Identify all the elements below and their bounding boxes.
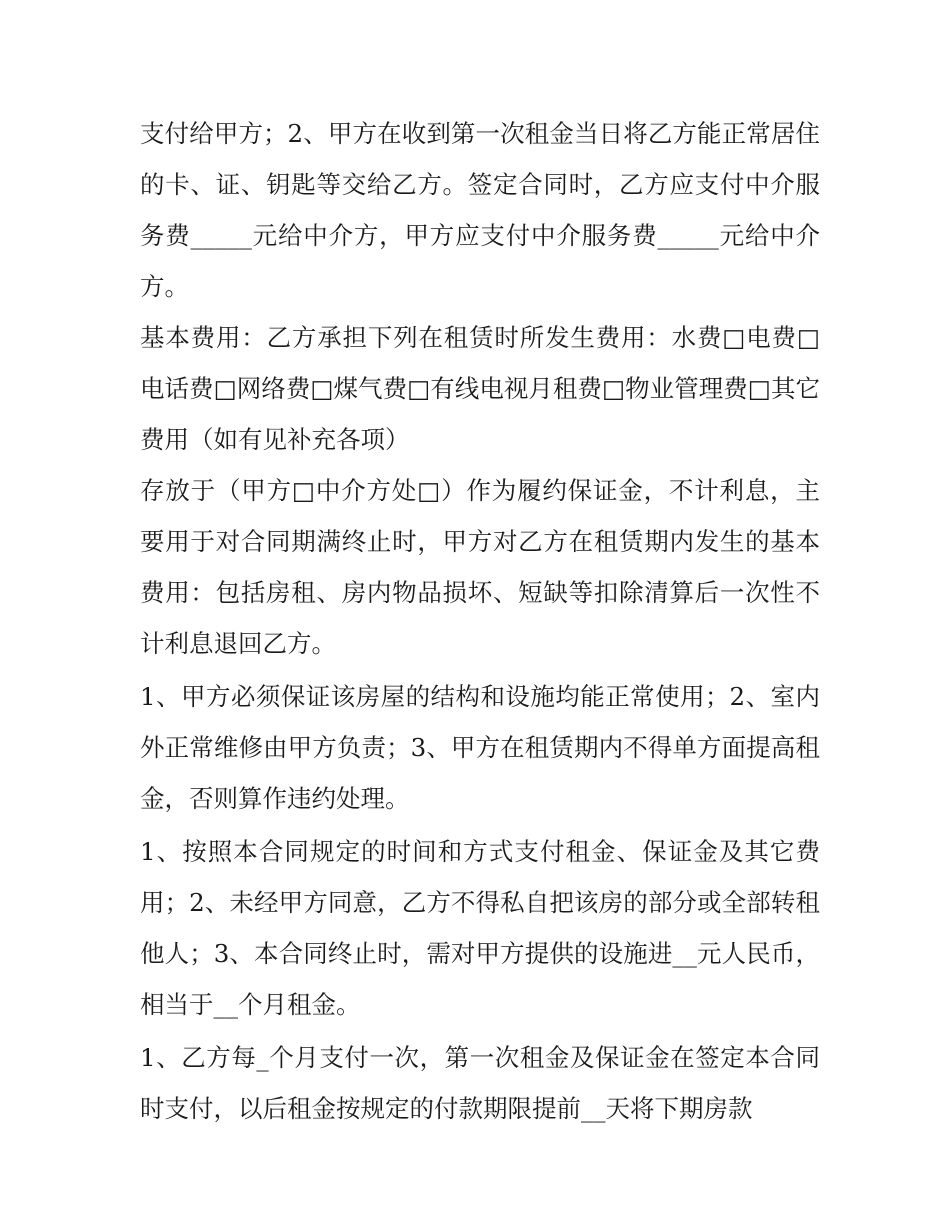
paragraph-payment-schedule: 1、乙方每_个月支付一次，第一次租金及保证金在签定本合同时支付，以后租金按规定的付款期限提前__天将下期房款 (140, 1043, 820, 1123)
paragraph-payment-and-agency-fee: 支付给甲方；2、甲方在收到第一次租金当日将乙方能正常居住的卡、证、钥匙等交给乙方。签定合同时，乙方应支付中介服务费_____元给中介方，甲方应支付中介服务费_____元给中介方。 (140, 119, 820, 301)
document-body (140, 108, 820, 1134)
paragraph-party-b-obligations: 1、按照本合同规定的时间和方式支付租金、保证金及其它费用；2、未经甲方同意，乙方不得私自把该房的部分或全部转租他人；3、本合同终止时，需对甲方提供的设施进__元人民币，相当于__个月租金。 (140, 837, 820, 1019)
paragraph-party-a-obligations: 1、甲方必须保证该房屋的结构和设施均能正常使用；2、室内外正常维修由甲方负责；3、甲方在租赁期内不得单方面提高租金，否则算作违约处理。 (140, 682, 820, 813)
paragraph-deposit: 存放于（甲方□中介方处□）作为履约保证金，不计利息，主要用于对合同期满终止时，甲方对乙方在租赁期内发生的基本费用：包括房租、房内物品损坏、短缺等扣除清算后一次性不计利息退回乙方。 (140, 476, 820, 658)
paragraph-basic-fees: 基本费用：乙方承担下列在租赁时所发生费用：水费□电费□电话费□网络费□煤气费□有线电视月租费□物业管理费□其它费用（如有见补充各项） (140, 323, 820, 454)
